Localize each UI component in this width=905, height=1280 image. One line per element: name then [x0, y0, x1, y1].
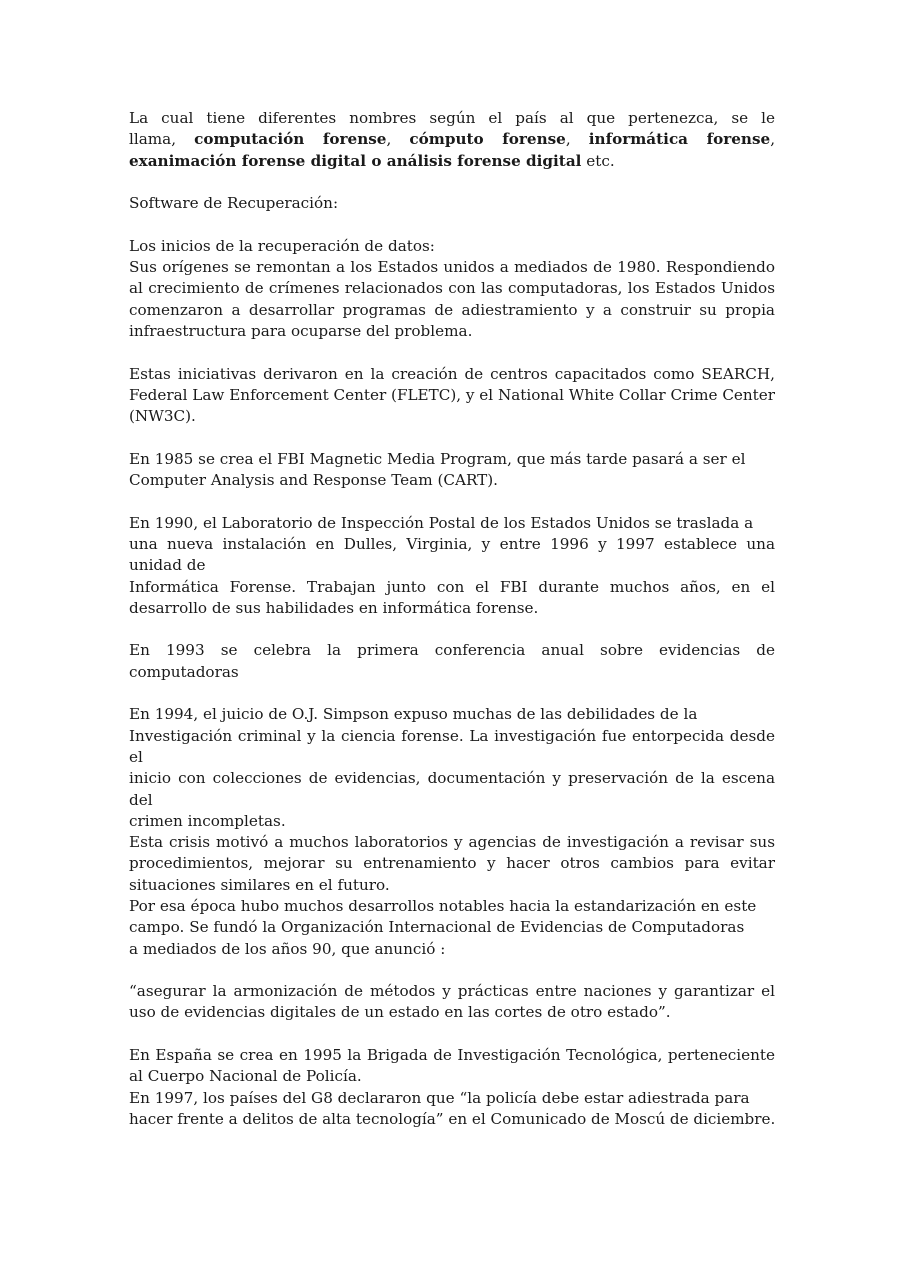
paragraph-gap — [129, 619, 775, 640]
text-line: comenzaron a desarrollar programas de adiestramiento y a construir su propia — [129, 300, 775, 319]
paragraph-gap — [129, 427, 775, 448]
text-run: , — [770, 130, 776, 149]
text-line: hacer frente a delitos de alta tecnología” en el Comunicado de Moscú de diciembre. — [129, 1109, 776, 1128]
text-line: procedimientos, mejorar su entrenamiento y hacer otros cambios para evitar — [129, 854, 775, 873]
text-line: del — [129, 790, 153, 809]
text-line: unidad de — [129, 556, 206, 575]
paragraph-gap — [129, 491, 775, 512]
bold-term: informática forense — [588, 130, 771, 149]
paragraph-1985 — [129, 449, 775, 492]
text-line: En 1985 se crea el FBI Magnetic Media Program, que más tarde pasará a ser el — [129, 449, 746, 468]
text-line: al crecimiento de crímenes relacionados con las computadoras, los Estados Unidos — [129, 279, 775, 298]
paragraph-gap — [129, 1024, 775, 1045]
text-line: Informática Forense. Trabajan junto con el FBI durante muchos años, en el — [129, 577, 775, 596]
text-line: En 1994, el juicio de O.J. Simpson expuso muchas de las debilidades de la — [129, 705, 698, 724]
text-line: “asegurar la armonización de métodos y prácticas entre naciones y garantizar el — [129, 982, 775, 1001]
paragraph-gap — [129, 342, 775, 363]
paragraph-1994 — [129, 704, 775, 960]
text-line: desarrollo de sus habilidades en informática forense. — [129, 598, 539, 617]
text-run: , — [386, 130, 410, 149]
paragraph-1990 — [129, 513, 775, 619]
text-line: En 1990, el Laboratorio de Inspección Postal de los Estados Unidos se traslada a — [129, 513, 754, 532]
text-line: En 1997, los países del G8 declararon que “la policía debe estar adiestrada para — [129, 1088, 750, 1107]
text-line: una nueva instalación en Dulles, Virginia, y entre 1996 y 1997 establece una — [129, 534, 775, 553]
text-line: Sus orígenes se remontan a los Estados unidos a mediados de 1980. Respondiendo — [129, 258, 775, 277]
text-line: En España se crea en 1995 la Brigada de Investigación Tecnológica, perteneciente — [129, 1046, 775, 1065]
text-line: Por esa época hubo muchos desarrollos notables hacia la estandarización en este — [129, 896, 757, 915]
text-line: uso de evidencias digitales de un estado en las cortes de otro estado”. — [129, 1003, 671, 1022]
text-line: La cual tiene diferentes nombres según el país al que pertenezca, se le — [129, 109, 775, 127]
text-line: Estas iniciativas derivaron en la creación de centros capacitados como SEARCH, — [129, 364, 775, 383]
text-line: (NW3C). — [129, 407, 196, 426]
text-line: Federal Law Enforcement Center (FLETC), y el National White Collar Crime Center — [129, 385, 775, 404]
document-body — [129, 108, 775, 1130]
section-heading: Software de Recuperación: — [129, 194, 339, 213]
text-line — [129, 151, 775, 172]
paragraph-origins — [129, 236, 775, 342]
paragraph-gap — [129, 683, 775, 704]
text-run: etc. — [581, 151, 615, 170]
text-line: Esta crisis motivó a muchos laboratorios y agencias de investigación a revisar sus — [129, 833, 775, 852]
paragraph-gap — [129, 960, 775, 981]
paragraph-quote — [129, 981, 775, 1024]
text-line: el — [129, 747, 143, 766]
text-line: a mediados de los años 90, que anunció : — [129, 939, 446, 958]
paragraph-initiatives — [129, 364, 775, 428]
bold-term: exanimación forense digital o análisis forense digital — [129, 151, 582, 170]
text-run: , — [565, 130, 589, 149]
bold-term: cómputo forense — [409, 130, 566, 149]
paragraph-spain — [129, 1045, 775, 1130]
text-line: Los inicios de la recuperación de datos: — [129, 236, 435, 255]
text-line: inicio con colecciones de evidencias, documentación y preservación de la escena — [129, 769, 775, 788]
paragraph-names — [129, 108, 775, 172]
bold-term: computación forense — [194, 130, 387, 149]
text-line: campo. Se fundó la Organización Internacional de Evidencias de Computadoras — [129, 918, 745, 937]
text-line: computadoras — [129, 662, 239, 681]
paragraph-gap — [129, 214, 775, 235]
paragraph-1993 — [129, 640, 775, 683]
paragraph-gap — [129, 172, 775, 193]
text-run: llama, — [129, 130, 195, 149]
text-line: al Cuerpo Nacional de Policía. — [129, 1067, 362, 1086]
text-line: Investigación criminal y la ciencia forense. La investigación fue entorpecida desde — [129, 726, 775, 745]
text-line: Computer Analysis and Response Team (CART). — [129, 471, 499, 490]
text-line: En 1993 se celebra la primera conferencia anual sobre evidencias de — [129, 641, 775, 660]
text-line — [129, 129, 775, 150]
text-line: crimen incompletas. — [129, 811, 286, 830]
text-line: infraestructura para ocuparse del problema. — [129, 321, 473, 340]
text-line: situaciones similares en el futuro. — [129, 875, 390, 894]
